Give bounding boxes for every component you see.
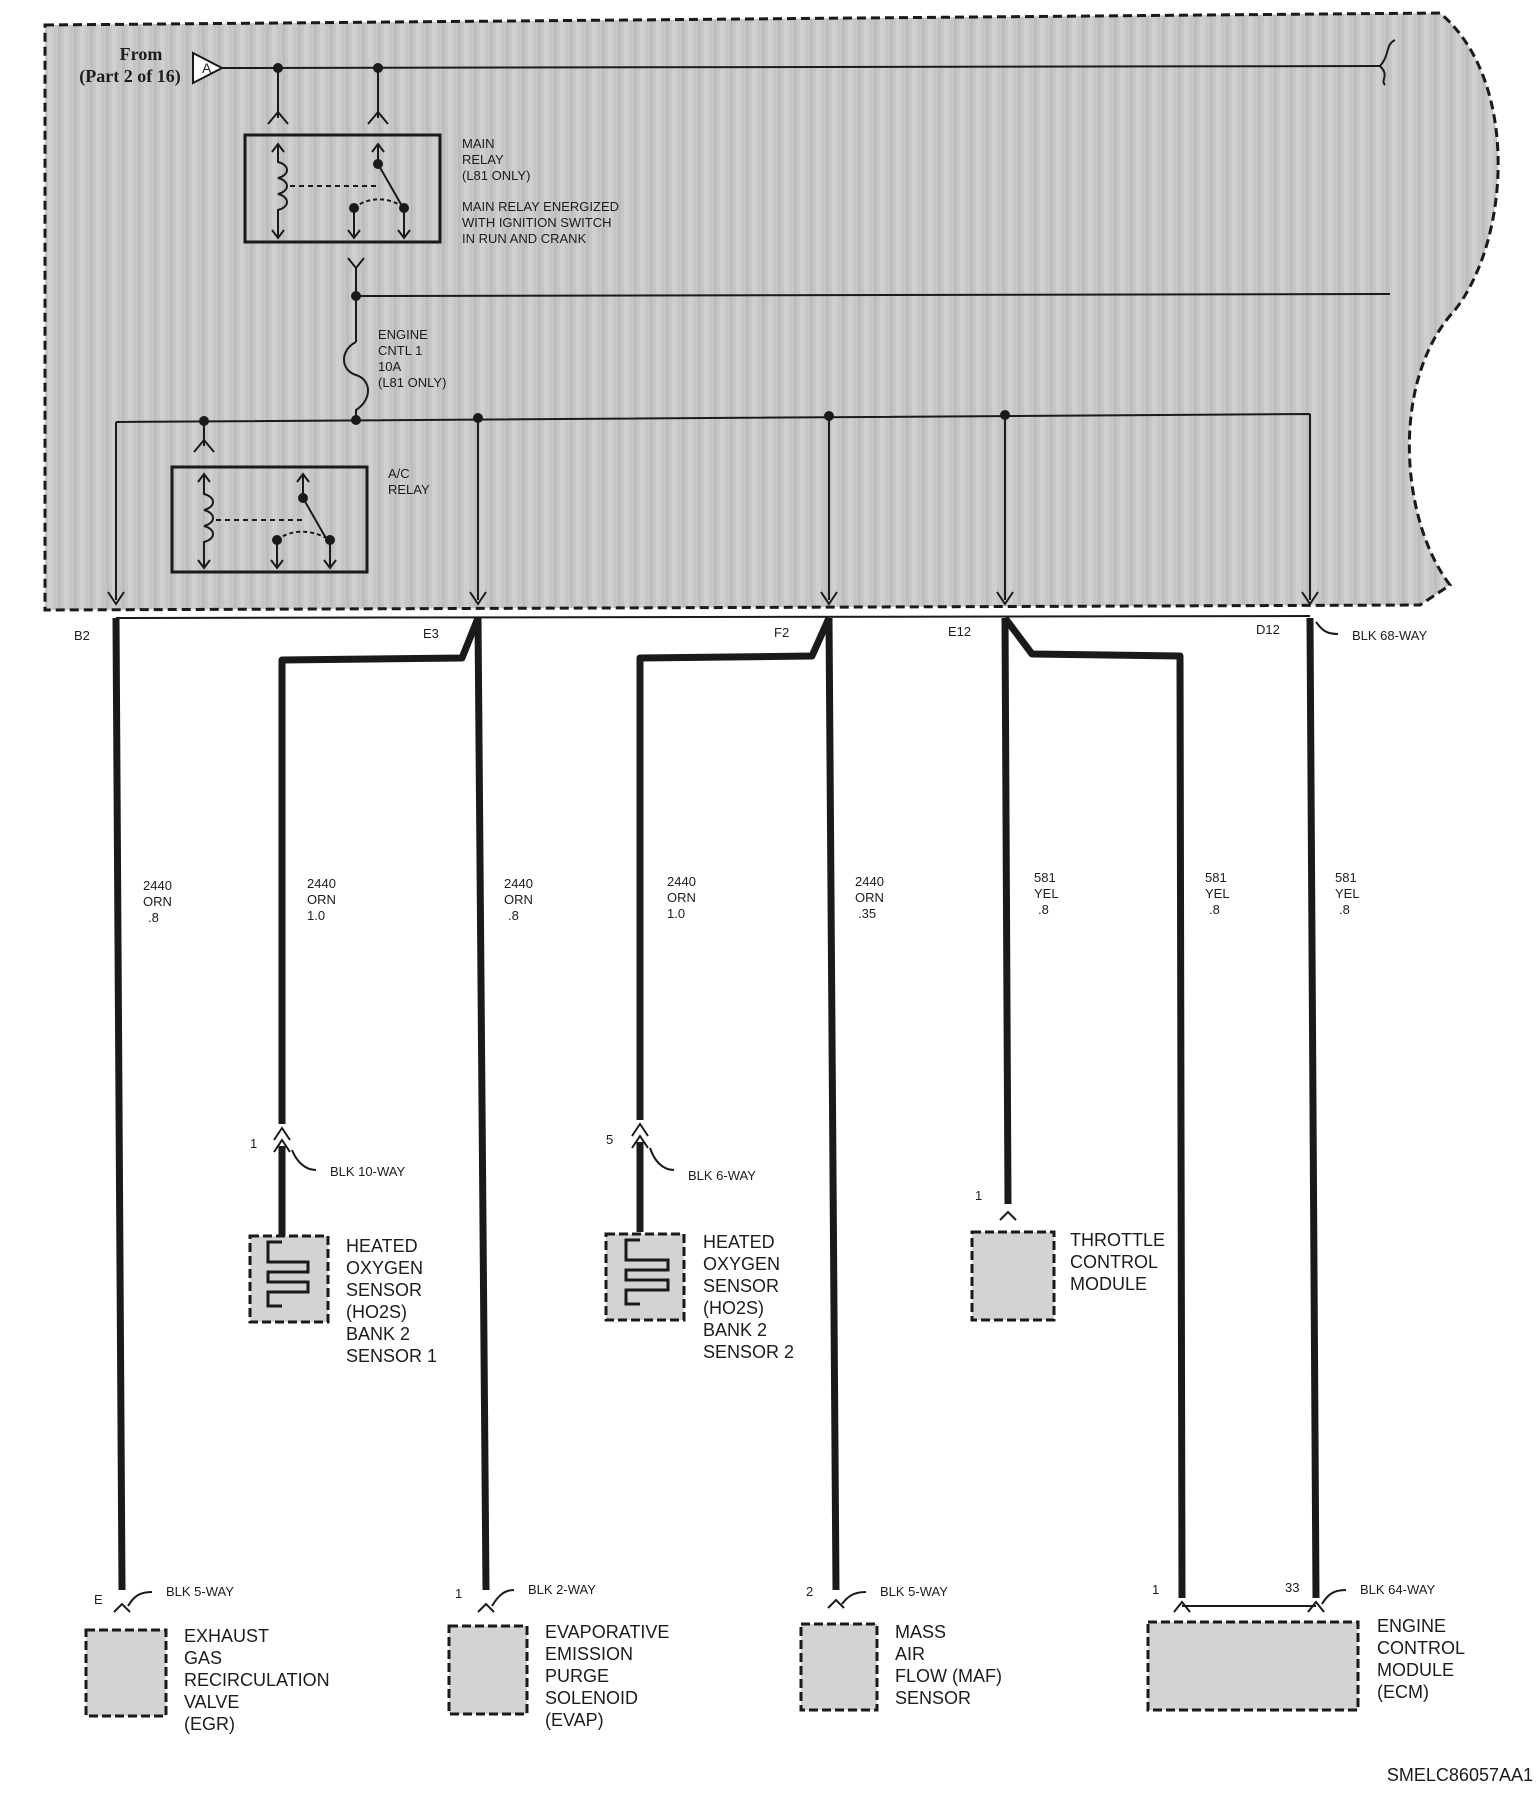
svg-text:ORN: ORN [855,890,884,905]
ac-relay-label-line1: A/C [388,466,410,481]
svg-text:(EVAP): (EVAP) [545,1710,604,1730]
ecm-64-way-connector-label: BLK 64-WAY [1360,1582,1436,1597]
svg-text:BANK 2: BANK 2 [346,1324,411,1344]
connector-leader-line [650,1148,674,1170]
svg-text:EVAPORATIVE: EVAPORATIVE [545,1622,670,1642]
connector-leader-line [128,1592,152,1606]
ecm-pin-1: 1 [1152,1582,1160,1597]
svg-text:THROTTLE: THROTTLE [1070,1230,1166,1250]
relay-contact-dot [399,203,409,213]
relay-contact-dot [373,159,383,169]
fuse-label-line1: ENGINE [378,327,428,342]
main-relay-label-line1: MAIN [462,136,495,151]
svg-text:.35: .35 [858,906,877,921]
from-part-label: (Part 2 of 16) [79,66,181,86]
wire-maf [829,618,836,1590]
svg-text:MODULE: MODULE [1377,1660,1455,1680]
connector-terminal-icon [1000,1212,1016,1220]
svg-text:2440: 2440 [504,876,533,891]
egr-pin: E [94,1592,103,1607]
relay-contact-dot [349,203,359,213]
wire-label-7 [1205,870,1230,917]
main-relay-note-line2: WITH IGNITION SWITCH [462,215,612,230]
connector-pin-d12: D12 [1256,622,1280,637]
relay-contact-dot [325,535,335,545]
svg-text:BANK 2: BANK 2 [703,1320,768,1340]
svg-text:SENSOR 2: SENSOR 2 [703,1342,795,1362]
wire-label-8 [1335,870,1360,917]
maf-name [895,1622,1002,1708]
wire-egr [116,618,122,1590]
egr-name [184,1626,330,1734]
connector-terminal-icon [828,1600,844,1608]
main-relay-label-line3: (L81 ONLY) [462,168,531,183]
svg-text:2440: 2440 [143,878,172,893]
relay-contact-dot [298,493,308,503]
svg-text:.8: .8 [1038,902,1049,917]
svg-text:1.0: 1.0 [667,906,686,921]
svg-text:581: 581 [1205,870,1227,885]
wire-label-5 [855,874,884,921]
svg-text:1.0: 1.0 [307,908,326,923]
svg-text:SENSOR: SENSOR [346,1280,423,1300]
wire-ecm-pin33 [1310,618,1316,1598]
splice-dot [351,415,361,425]
svg-text:ENGINE: ENGINE [1377,1616,1447,1636]
ho2s1-name [346,1236,437,1366]
ho2s1-pin: 1 [250,1136,258,1151]
connector-leader-line [1322,1590,1346,1604]
maf-sensor-box [801,1624,877,1710]
ho2s-bank2-sensor1-box [250,1236,328,1322]
wire-evap [478,618,486,1590]
svg-text:YEL: YEL [1034,886,1059,901]
svg-text:ORN: ORN [667,890,696,905]
svg-text:FLOW (MAF): FLOW (MAF) [895,1666,1002,1686]
main-relay-note-line1: MAIN RELAY ENERGIZED [462,199,619,214]
connector-pin-b2: B2 [74,628,90,643]
wire-ecm-pin1 [1005,618,1182,1598]
ecm-name [1377,1616,1465,1702]
svg-text:ORN: ORN [307,892,336,907]
wire-label-4 [667,874,696,921]
svg-text:VALVE: VALVE [184,1692,240,1712]
svg-text:MASS: MASS [895,1622,947,1642]
svg-text:.8: .8 [148,910,159,925]
connector-leader-line [292,1150,316,1170]
wire-throttle-control [1005,618,1008,1204]
svg-text:HEATED: HEATED [346,1236,418,1256]
ac-relay-label-line2: RELAY [388,482,430,497]
connector-pin-e3: E3 [423,626,439,641]
ho2s1-connector-label: BLK 10-WAY [330,1164,406,1179]
ecm-pin-33: 33 [1285,1580,1300,1595]
throttle-pin: 1 [975,1188,983,1203]
wire-label-3 [504,876,533,923]
svg-text:PURGE: PURGE [545,1666,610,1686]
ecm-connector-label: BLK 68-WAY [1352,628,1428,643]
evap-solenoid-box [449,1626,527,1714]
egr-connector-label: BLK 5-WAY [166,1584,234,1599]
throttle-name [1070,1230,1165,1294]
ho2s2-pin: 5 [606,1132,614,1147]
svg-text:581: 581 [1335,870,1357,885]
svg-text:OXYGEN: OXYGEN [703,1254,781,1274]
engine-control-module-box [1148,1622,1358,1710]
svg-text:SOLENOID: SOLENOID [545,1688,639,1708]
svg-text:2440: 2440 [307,876,336,891]
svg-text:HEATED: HEATED [703,1232,775,1252]
svg-text:SENSOR: SENSOR [895,1688,972,1708]
svg-text:AIR: AIR [895,1644,926,1664]
svg-text:CONTROL: CONTROL [1070,1252,1159,1272]
svg-text:(ECM): (ECM) [1377,1682,1429,1702]
evap-name [545,1622,669,1730]
ho2s2-name [703,1232,794,1362]
connector-leader-line [492,1590,514,1606]
main-relay-note-line3: IN RUN AND CRANK [462,231,587,246]
fuse-label-line4: (L81 ONLY) [378,375,447,390]
wire-ho2s-bank2-sensor2 [640,618,829,1120]
svg-text:(HO2S): (HO2S) [703,1298,765,1318]
wire-ho2s-bank2-sensor1 [282,618,478,1124]
svg-text:(HO2S): (HO2S) [346,1302,408,1322]
wire-label-1 [143,878,172,925]
throttle-control-module-box [972,1232,1054,1320]
fuse-label-line2: CNTL 1 [378,343,423,358]
connector-leader-line [1316,622,1338,634]
ho2s-bank2-sensor2-box [606,1234,684,1320]
svg-text:(EGR): (EGR) [184,1714,235,1734]
connector-leader-line [842,1592,866,1604]
svg-text:RECIRCULATION: RECIRCULATION [184,1670,330,1690]
svg-text:SENSOR 1: SENSOR 1 [346,1346,438,1366]
svg-text:MODULE: MODULE [1070,1274,1148,1294]
svg-text:581: 581 [1034,870,1056,885]
svg-text:2440: 2440 [667,874,696,889]
wire-label-2 [307,876,336,923]
evap-connector-label: BLK 2-WAY [528,1582,596,1597]
svg-text:ORN: ORN [504,892,533,907]
svg-text:.8: .8 [1339,902,1350,917]
svg-text:OXYGEN: OXYGEN [346,1258,424,1278]
relay-contact-dot [272,535,282,545]
svg-text:YEL: YEL [1335,886,1360,901]
from-label: From [119,44,163,64]
svg-text:.8: .8 [1209,902,1220,917]
ecm-68-way-connector-line [116,616,1310,618]
svg-text:EXHAUST: EXHAUST [184,1626,270,1646]
wire-label-6 [1034,870,1059,917]
svg-text:ORN: ORN [143,894,172,909]
maf-pin: 2 [806,1584,814,1599]
svg-text:YEL: YEL [1205,886,1230,901]
svg-text:2440: 2440 [855,874,884,889]
egr-valve-box [86,1630,166,1716]
svg-text:SENSOR: SENSOR [703,1276,780,1296]
figure-id: SMELC86057AA1 [1386,1765,1533,1785]
svg-text:GAS: GAS [184,1648,223,1668]
svg-text:EMISSION: EMISSION [545,1644,634,1664]
ho2s2-connector-label: BLK 6-WAY [688,1168,756,1183]
evap-pin: 1 [455,1586,463,1601]
connector-pin-e12: E12 [948,624,972,639]
svg-text:.8: .8 [508,908,519,923]
svg-text:CONTROL: CONTROL [1377,1638,1466,1658]
connector-marker-a-letter: A [202,60,212,76]
main-relay-label-line2: RELAY [462,152,504,167]
splice-dot [351,291,361,301]
maf-connector-label: BLK 5-WAY [880,1584,948,1599]
fuse-label-line3: 10A [378,359,402,374]
connector-pin-f2: F2 [774,625,790,640]
